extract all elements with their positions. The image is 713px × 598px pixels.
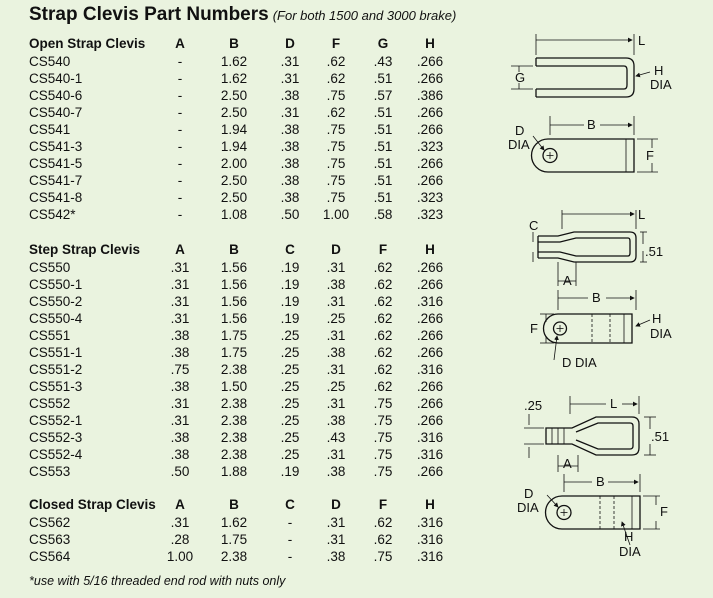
table-cell: 1.75: [220, 532, 248, 547]
table-cell: .62: [326, 105, 346, 120]
table-cell: CS550: [29, 260, 71, 275]
label-H-step: H: [652, 311, 662, 326]
table-cell: .75: [373, 413, 393, 428]
table-cell: 1.56: [220, 294, 248, 309]
table-cell: .75: [373, 396, 393, 411]
table-cell: .75: [326, 156, 346, 171]
table-cell: .31: [326, 328, 346, 343]
table-cell: .323: [416, 139, 444, 154]
table-cell: 1.88: [220, 464, 248, 479]
label-F: F: [646, 148, 654, 163]
table-cell: 2.50: [220, 88, 248, 103]
table-header-row: [29, 495, 454, 514]
table-cell: 1.62: [220, 54, 248, 69]
table-row: [29, 531, 454, 548]
step-clevis-top-view: [533, 210, 647, 286]
table-cell: .38: [170, 328, 190, 343]
table-cell: -: [177, 54, 183, 69]
table-row: [29, 293, 454, 310]
table-cell: .38: [280, 88, 300, 103]
table-cell: CS542*: [29, 207, 76, 222]
table-row: [29, 53, 454, 70]
label-H-closed: H: [624, 529, 634, 544]
table-cell: .75: [326, 173, 346, 188]
table-cell: -: [287, 549, 293, 564]
column-header: C: [285, 242, 295, 257]
table-cell: .75: [326, 190, 346, 205]
table-cell: .25: [280, 396, 300, 411]
label-D-dia-step: D DIA: [562, 355, 597, 370]
table-cell: .31: [170, 515, 190, 530]
table-row: [29, 548, 454, 565]
table-cell: -: [177, 190, 183, 205]
table-cell: .38: [326, 277, 346, 292]
table-cell: .51: [373, 190, 393, 205]
table-cell: .58: [373, 207, 393, 222]
table-cell: CS551: [29, 328, 71, 343]
table-cell: 1.00: [322, 207, 350, 222]
table-cell: .75: [326, 88, 346, 103]
table-row: [29, 104, 454, 121]
label-D: D: [515, 123, 525, 138]
table-cell: .31: [326, 515, 346, 530]
column-header: D: [331, 497, 341, 512]
table-cell: -: [177, 173, 183, 188]
label-25-closed: .25: [524, 398, 543, 413]
label-B-step: B: [592, 290, 601, 305]
table-cell: .38: [280, 156, 300, 171]
table-cell: .31: [326, 294, 346, 309]
table-cell: -: [177, 105, 183, 120]
table-cell: .25: [326, 311, 346, 326]
table-cell: .75: [373, 464, 393, 479]
table-cell: .51: [373, 139, 393, 154]
table-cell: 1.56: [220, 311, 248, 326]
table-cell: .38: [170, 345, 190, 360]
table-cell: CS540: [29, 54, 71, 69]
table-cell: -: [177, 122, 183, 137]
table-cell: 1.00: [166, 549, 194, 564]
table-cell: .31: [280, 105, 300, 120]
table-cell: .25: [326, 379, 346, 394]
column-header: H: [425, 242, 435, 257]
table-cell: CS541-7: [29, 173, 83, 188]
label-B-closed: B: [596, 474, 605, 489]
table-cell: .38: [170, 447, 190, 462]
table-cell: .25: [280, 345, 300, 360]
table-cell: .31: [326, 447, 346, 462]
table-cell: .62: [373, 345, 393, 360]
table-cell: CS541-3: [29, 139, 83, 154]
table-cell: .38: [280, 190, 300, 205]
table-cell: 2.50: [220, 190, 248, 205]
table-cell: CS541-5: [29, 156, 83, 171]
table-cell: CS552-3: [29, 430, 83, 445]
table-cell: .323: [416, 190, 444, 205]
table-cell: .75: [170, 362, 190, 377]
clevis-diagrams: [500, 0, 713, 598]
table-cell: .25: [280, 430, 300, 445]
table-cell: .50: [280, 207, 300, 222]
column-header: A: [175, 242, 185, 257]
table-cell: 2.38: [220, 413, 248, 428]
table-cell: .38: [326, 345, 346, 360]
table-cell: .316: [416, 362, 444, 377]
label-H: H: [654, 63, 664, 78]
table-cell: .266: [416, 311, 444, 326]
column-header: A: [175, 36, 185, 51]
label-F-step: F: [530, 321, 538, 336]
table-cell: -: [177, 88, 183, 103]
table-cell: .316: [416, 430, 444, 445]
table-row: [29, 310, 454, 327]
table-cell: .266: [416, 328, 444, 343]
table-cell: .62: [373, 532, 393, 547]
table-cell: .75: [373, 549, 393, 564]
table-cell: .51: [373, 71, 393, 86]
label-L-step: L: [638, 207, 646, 222]
table-cell: .19: [280, 464, 300, 479]
table-cell: .57: [373, 88, 393, 103]
table-cell: -: [287, 532, 293, 547]
table-row: [29, 344, 454, 361]
table-cell: .50: [170, 464, 190, 479]
table-cell: CS541-8: [29, 190, 83, 205]
table-cell: .266: [416, 464, 444, 479]
table-cell: .75: [373, 447, 393, 462]
table-row: [29, 155, 454, 172]
table-cell: .31: [326, 396, 346, 411]
table-cell: CS540-6: [29, 88, 83, 103]
column-header: F: [331, 36, 341, 51]
table-cell: .38: [280, 173, 300, 188]
table-cell: CS541: [29, 122, 71, 137]
table-row: [29, 361, 454, 378]
column-header: B: [229, 36, 239, 51]
table-cell: .62: [373, 362, 393, 377]
table-cell: .38: [280, 139, 300, 154]
table-cell: 1.75: [220, 328, 248, 343]
column-header: Closed Strap Clevis: [29, 497, 156, 512]
table-cell: .43: [326, 430, 346, 445]
table-cell: .38: [326, 464, 346, 479]
table-header-row: [29, 34, 454, 53]
table-cell: CS550-2: [29, 294, 83, 309]
table-cell: 2.50: [220, 105, 248, 120]
table-cell: .75: [326, 139, 346, 154]
table-cell: .316: [416, 549, 444, 564]
table-cell: 1.75: [220, 345, 248, 360]
table-cell: .266: [416, 105, 444, 120]
table-cell: 1.50: [220, 379, 248, 394]
table-cell: .266: [416, 173, 444, 188]
table-cell: .31: [170, 294, 190, 309]
table-cell: CS551-3: [29, 379, 83, 394]
table-cell: .51: [373, 122, 393, 137]
table-cell: .62: [373, 328, 393, 343]
column-header: D: [331, 242, 341, 257]
table-cell: .31: [326, 532, 346, 547]
column-header: F: [378, 497, 388, 512]
table-cell: CS550-1: [29, 277, 83, 292]
table-cell: CS562: [29, 515, 71, 530]
table-cell: .51: [373, 156, 393, 171]
table-cell: .323: [416, 207, 444, 222]
table-cell: CS551-2: [29, 362, 83, 377]
column-header: B: [229, 497, 239, 512]
label-H-dia: DIA: [650, 77, 672, 92]
table-cell: .25: [280, 379, 300, 394]
table-cell: .25: [280, 328, 300, 343]
table-cell: .31: [326, 260, 346, 275]
table-row: [29, 429, 454, 446]
table-cell: CS540-7: [29, 105, 83, 120]
table-cell: CS550-4: [29, 311, 83, 326]
table-cell: 2.38: [220, 430, 248, 445]
table-cell: 2.38: [220, 447, 248, 462]
table-cell: .19: [280, 277, 300, 292]
table-row: [29, 259, 454, 276]
table-cell: .266: [416, 277, 444, 292]
table-row: [29, 121, 454, 138]
table-cell: -: [287, 515, 293, 530]
table-cell: .31: [280, 54, 300, 69]
label-A-closed: A: [563, 456, 572, 471]
column-header: H: [425, 497, 435, 512]
table-row: [29, 395, 454, 412]
footnote: *use with 5/16 threaded end rod with nuts only: [29, 574, 286, 588]
table-cell: 1.08: [220, 207, 248, 222]
table-cell: .28: [170, 532, 190, 547]
open-clevis-top-view: [511, 34, 650, 97]
column-header: F: [378, 242, 388, 257]
label-L-closed: L: [610, 396, 618, 411]
table-cell: CS563: [29, 532, 71, 547]
table-cell: CS552-1: [29, 413, 83, 428]
diagram-labels: [508, 33, 672, 559]
table-cell: .62: [373, 379, 393, 394]
table-cell: -: [177, 71, 183, 86]
table-cell: 2.38: [220, 362, 248, 377]
table-cell: CS553: [29, 464, 71, 479]
label-D-dia-closed: DIA: [517, 500, 539, 515]
table-row: [29, 446, 454, 463]
column-header: Open Strap Clevis: [29, 36, 146, 51]
label-B: B: [587, 117, 596, 132]
table-cell: CS551-1: [29, 345, 83, 360]
table-cell: .38: [170, 379, 190, 394]
label-L: L: [638, 33, 646, 48]
table-cell: .62: [373, 515, 393, 530]
table-cell: .62: [373, 311, 393, 326]
table-cell: .316: [416, 532, 444, 547]
table-cell: .75: [326, 122, 346, 137]
page-title: Strap Clevis Part Numbers (For both 1500 and 3000 brake): [29, 4, 457, 25]
table-cell: 1.56: [220, 260, 248, 275]
label-51-closed: .51: [651, 429, 670, 444]
table-cell: 2.38: [220, 396, 248, 411]
label-F-closed: F: [660, 504, 668, 519]
table-cell: .62: [373, 260, 393, 275]
table-cell: -: [177, 156, 183, 171]
table-cell: 1.94: [220, 139, 248, 154]
table-cell: 2.50: [220, 173, 248, 188]
table-header-row: [29, 240, 454, 259]
table-cell: .51: [373, 173, 393, 188]
column-header: G: [377, 36, 389, 51]
table-cell: .38: [170, 430, 190, 445]
table-row: [29, 378, 454, 395]
table-cell: CS564: [29, 549, 71, 564]
page-subtitle: (For both 1500 and 3000 brake): [272, 8, 457, 23]
table-cell: 1.62: [220, 515, 248, 530]
table-cell: .75: [373, 430, 393, 445]
table-row: [29, 276, 454, 293]
table-cell: CS540-1: [29, 71, 83, 86]
step-strap-clevis-table: [29, 240, 454, 480]
column-header: B: [229, 242, 239, 257]
table-row: [29, 172, 454, 189]
table-cell: .19: [280, 260, 300, 275]
label-51-step: .51: [645, 244, 664, 259]
table-cell: .25: [280, 362, 300, 377]
table-row: [29, 514, 454, 531]
table-cell: .31: [326, 362, 346, 377]
table-cell: .31: [170, 311, 190, 326]
table-cell: 1.94: [220, 122, 248, 137]
column-header: H: [425, 36, 435, 51]
table-cell: .51: [373, 105, 393, 120]
table-cell: .38: [326, 549, 346, 564]
table-cell: .31: [170, 413, 190, 428]
table-row: [29, 412, 454, 429]
column-header: D: [285, 36, 295, 51]
table-row: [29, 189, 454, 206]
closed-strap-clevis-table: [29, 495, 454, 565]
label-H-dia-step: DIA: [650, 326, 672, 341]
table-cell: .266: [416, 71, 444, 86]
label-H-dia-closed: DIA: [619, 544, 641, 559]
table-row: [29, 327, 454, 344]
label-G: G: [515, 70, 526, 85]
column-header: C: [285, 497, 295, 512]
table-cell: .386: [416, 88, 444, 103]
table-cell: .19: [280, 294, 300, 309]
table-cell: .62: [326, 54, 346, 69]
table-row: [29, 138, 454, 155]
table-cell: -: [177, 139, 183, 154]
table-cell: .31: [170, 396, 190, 411]
table-cell: .316: [416, 447, 444, 462]
table-cell: .266: [416, 396, 444, 411]
table-cell: CS552: [29, 396, 71, 411]
column-header: Step Strap Clevis: [29, 242, 141, 257]
closed-clevis-top-view: [524, 396, 656, 472]
table-cell: .266: [416, 345, 444, 360]
table-cell: .38: [326, 413, 346, 428]
open-strap-clevis-table: [29, 34, 454, 223]
table-cell: .266: [416, 413, 444, 428]
label-D-closed: D: [524, 486, 534, 501]
table-cell: .266: [416, 379, 444, 394]
table-cell: 1.56: [220, 277, 248, 292]
table-cell: .31: [170, 277, 190, 292]
label-D-dia: DIA: [508, 137, 530, 152]
table-cell: .266: [416, 54, 444, 69]
table-row: [29, 463, 454, 480]
table-row: [29, 206, 454, 223]
table-cell: .38: [280, 122, 300, 137]
label-C-step: C: [529, 218, 539, 233]
table-cell: .316: [416, 294, 444, 309]
table-cell: .43: [373, 54, 393, 69]
table-cell: 2.38: [220, 549, 248, 564]
table-cell: -: [177, 207, 183, 222]
column-header: A: [175, 497, 185, 512]
table-cell: .266: [416, 260, 444, 275]
label-A-step: A: [563, 273, 572, 288]
table-cell: .25: [280, 447, 300, 462]
table-cell: .19: [280, 311, 300, 326]
table-cell: .62: [326, 71, 346, 86]
table-cell: .266: [416, 156, 444, 171]
table-cell: .62: [373, 277, 393, 292]
table-cell: 1.62: [220, 71, 248, 86]
table-cell: 2.00: [220, 156, 248, 171]
table-cell: .316: [416, 515, 444, 530]
table-cell: .266: [416, 122, 444, 137]
table-cell: .31: [280, 71, 300, 86]
table-cell: .31: [170, 260, 190, 275]
table-row: [29, 87, 454, 104]
table-cell: .62: [373, 294, 393, 309]
table-row: [29, 70, 454, 87]
table-cell: .25: [280, 413, 300, 428]
table-cell: CS552-4: [29, 447, 83, 462]
